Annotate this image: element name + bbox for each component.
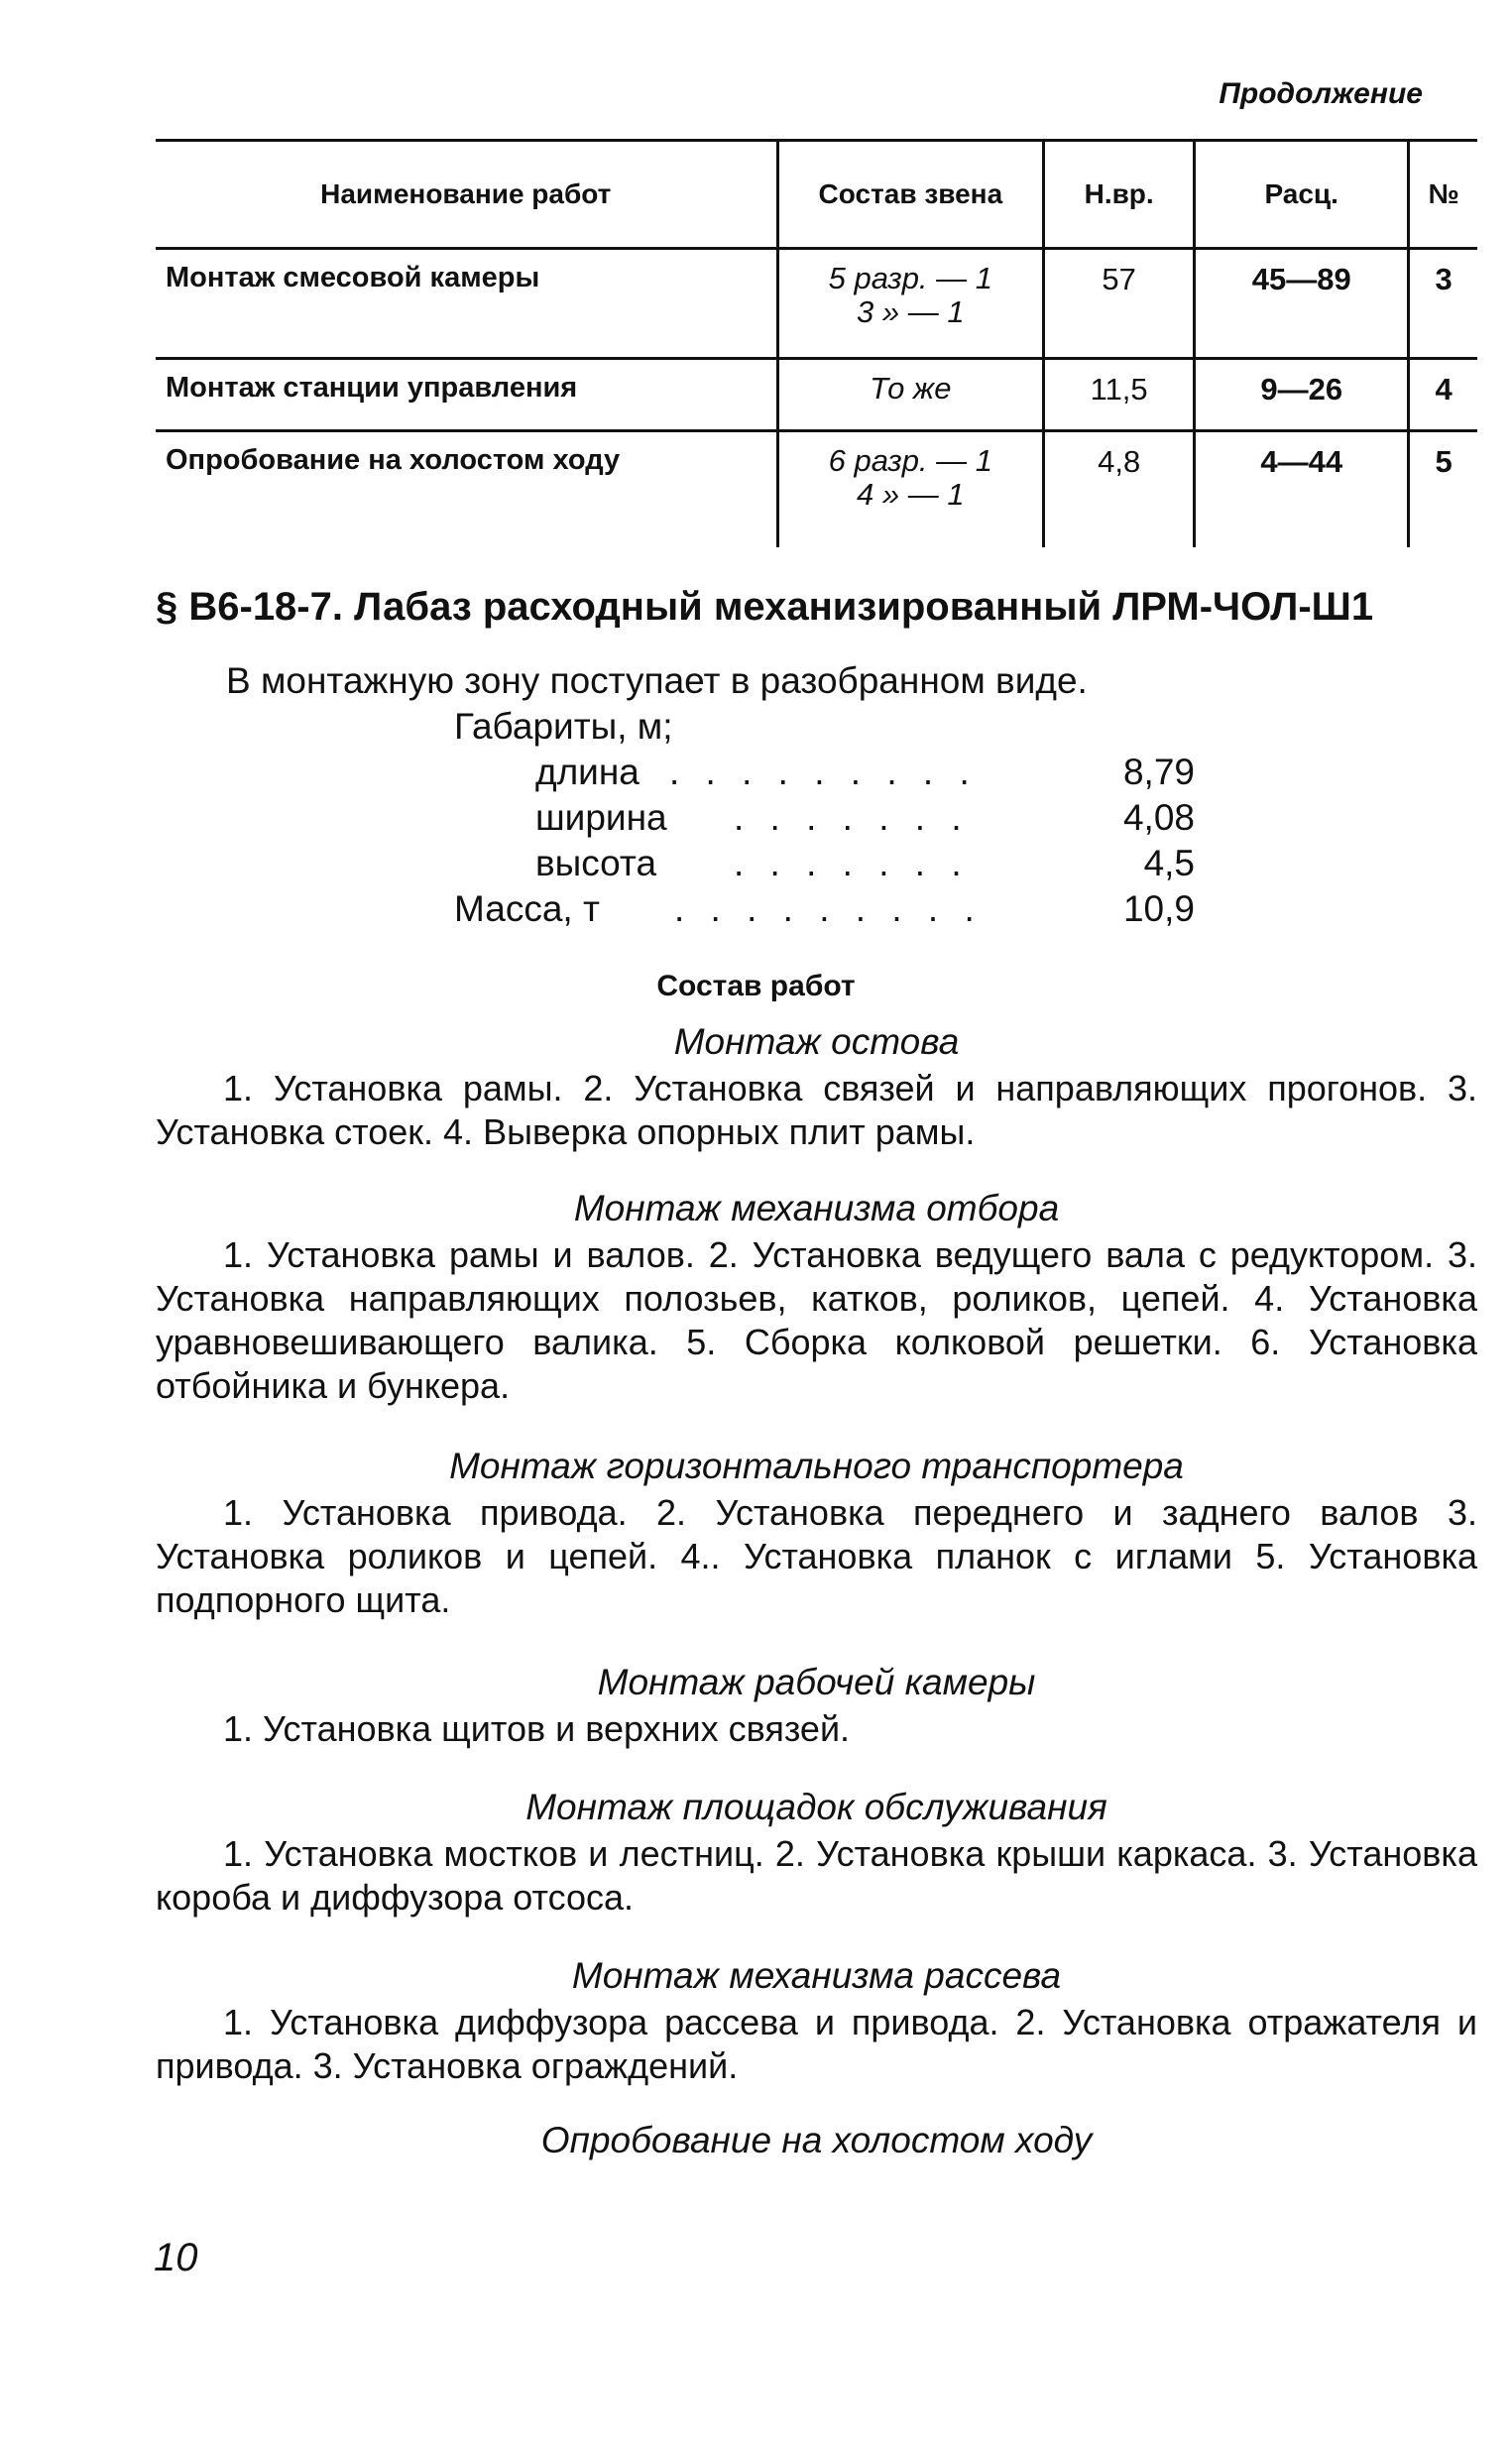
subsection-text: 1. Установка привода. 2. Установка переднего и заднего валов 3. Установка роликов и цепей. 4.. Установка планок с иглами 5. Установка подпорного щита. [156, 1492, 1477, 1620]
row-crew [777, 249, 1044, 359]
crew-line: 6 разр. — 1 [828, 443, 993, 478]
dimensions-heading: Габариты, м; [454, 706, 673, 747]
dimension-value: 4,08 [1122, 797, 1195, 838]
table-row [156, 359, 1477, 431]
header-name: Наименование работ [156, 141, 777, 249]
header-rate: Расц. [1195, 141, 1409, 249]
row-rate: 4—44 [1195, 431, 1409, 548]
header-num: № [1409, 141, 1477, 249]
section-title: § В6-18-7. Лабаз расходный механизированный ЛРМ-ЧОЛ-Ш1 [156, 585, 1374, 629]
row-crew [777, 431, 1044, 548]
row-norm: 11,5 [1044, 359, 1195, 431]
header-crew: Состав звена [777, 141, 1044, 249]
subsection-title: Монтаж механизма отбора [573, 1188, 1060, 1228]
dimension-leader: . . . . . . . . . [674, 888, 983, 929]
dimension-label: ширина [535, 797, 667, 838]
crew-line: 5 разр. — 1 [828, 261, 993, 295]
works-composition-title: Состав работ [656, 970, 856, 1002]
row-crew [777, 359, 1044, 431]
row-num: 5 [1409, 431, 1477, 548]
intro-text: В монтажную зону поступает в разобранном виде. [226, 660, 1088, 701]
crew-line: 3 » — 1 [857, 294, 965, 329]
subsection-text: 1. Установка рамы. 2. Установка связей и направляющих прогонов. 3. Установка стоек. 4. Выверка опорных плит рамы. [156, 1068, 1477, 1152]
dimension-leader: . . . . . . . [734, 797, 970, 838]
dimension-row-length [535, 752, 1195, 797]
crew-line: 4 » — 1 [857, 477, 965, 512]
dimension-label: высота [535, 843, 657, 883]
dimension-label: длина [535, 752, 640, 792]
dimension-value: 8,79 [1122, 752, 1195, 792]
subsection-text: 1. Установка рамы и валов. 2. Установка ведущего вала с редуктором. 3. Установка направляющих полозьев, катков, роликов, цепей. 4. Установка уравновешивающего валика. 5. Сборка колковой решетки. 6. Установка отбойника и бункера. [156, 1234, 1477, 1406]
table-row [156, 431, 1477, 548]
dimension-label: Масса, т [454, 888, 600, 929]
row-rate: 9—26 [1195, 359, 1409, 431]
row-norm: 4,8 [1044, 431, 1195, 548]
crew-line: То же [870, 371, 952, 406]
continuation-label: Продолжение [1219, 77, 1423, 110]
row-name: Монтаж станции управления [156, 359, 777, 431]
subsection-title: Монтаж остова [673, 1021, 960, 1062]
row-num: 4 [1409, 359, 1477, 431]
norms-table [156, 139, 1477, 547]
subsection-title: Монтаж площадок обслуживания [525, 1787, 1107, 1827]
dimension-value: 4,5 [1143, 843, 1195, 883]
row-name: Монтаж смесовой камеры [156, 249, 777, 359]
table-row [156, 249, 1477, 359]
subsection-title: Монтаж горизонтального транспортера [449, 1446, 1184, 1486]
row-num: 3 [1409, 249, 1477, 359]
page-number: 10 [154, 2236, 198, 2279]
dimension-leader: . . . . . . . . . [669, 752, 978, 792]
subsection-text: 1. Установка щитов и верхних связей. [223, 1708, 851, 1749]
row-rate: 45—89 [1195, 249, 1409, 359]
row-norm: 57 [1044, 249, 1195, 359]
row-name: Опробование на холостом ходу [166, 444, 621, 476]
subsection-title: Опробование на холостом ходу [540, 2120, 1093, 2160]
subsection-title: Монтаж механизма рассева [571, 1955, 1062, 1996]
dimension-row-width [535, 797, 1195, 843]
dimension-value: 10,9 [1122, 888, 1195, 929]
dimension-row-height [535, 843, 1195, 888]
dimension-row-mass [454, 888, 1195, 934]
subsection-text: 1. Установка диффузора рассева и привода. 2. Установка отражателя и привода. 3. Установка ограждений. [156, 2002, 1477, 2086]
header-norm: Н.вр. [1044, 141, 1195, 249]
subsection-title: Монтаж рабочей камеры [597, 1662, 1036, 1702]
subsection-text: 1. Установка мостков и лестниц. 2. Установка крыши каркаса. 3. Установка короба и диффузора отсоса. [156, 1833, 1477, 1918]
dimension-leader: . . . . . . . [734, 843, 970, 883]
table-header-row [156, 141, 1477, 249]
